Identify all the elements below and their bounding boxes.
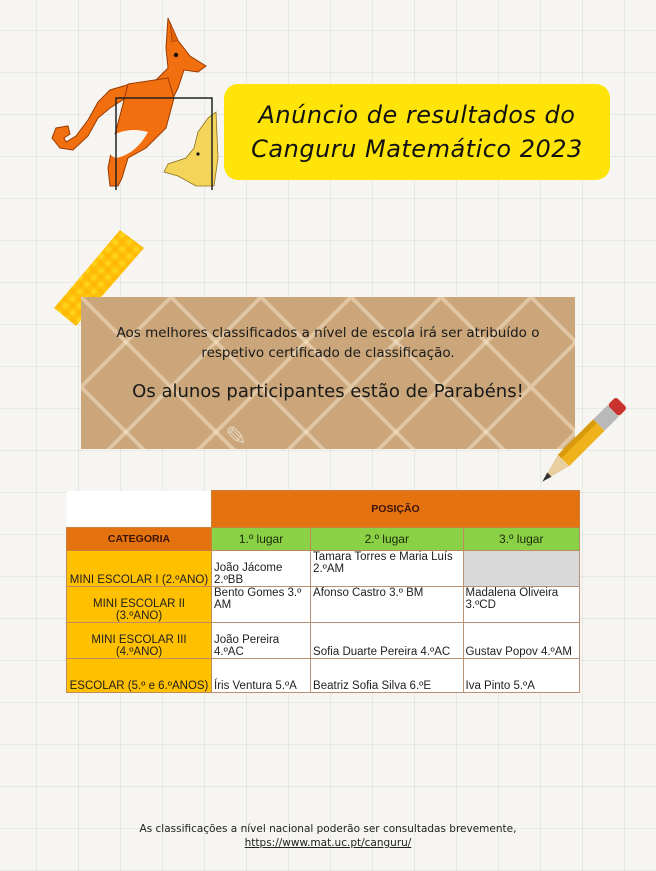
first-place-header: 1.º lugar	[212, 528, 311, 551]
third-place-cell: Madalena Oliveira 3.ºCD	[463, 587, 579, 623]
category-cell: MINI ESCOLAR I (2.ºANO)	[67, 551, 212, 587]
third-place-cell-empty	[463, 551, 579, 587]
table-row	[67, 551, 580, 587]
second-place-cell: Afonso Castro 3.º BM	[311, 587, 463, 623]
second-place-cell: Sofia Duarte Pereira 4.ºAC	[311, 623, 463, 659]
second-place-header: 2.º lugar	[311, 528, 463, 551]
third-place-cell: Iva Pinto 5.ºA	[463, 659, 579, 693]
category-header: CATEGORIA	[67, 528, 212, 551]
second-place-cell: Beatriz Sofia Silva 6.ºE	[311, 659, 463, 693]
notice-message: Aos melhores classificados a nível de escola irá ser atribuído o respetivo certificado de classificação.	[116, 325, 540, 361]
canguru-link[interactable]: https://www.mat.uc.pt/canguru/	[244, 837, 412, 849]
notice-card	[81, 297, 575, 452]
table-row	[67, 659, 580, 693]
category-cell: MINI ESCOLAR III (4.ºANO)	[67, 623, 212, 659]
third-place-header: 3.º lugar	[463, 528, 579, 551]
title-banner	[224, 84, 610, 180]
second-place-cell: Tamara Torres e Maria Luís 2.ºAM	[311, 551, 463, 587]
pencil-decoration	[518, 388, 636, 506]
table-row	[67, 623, 580, 659]
category-cell: MINI ESCOLAR II (3.ºANO)	[67, 587, 212, 623]
congrats-message: Os alunos participantes estão de Parabéns!	[132, 381, 524, 402]
results-table	[66, 490, 580, 693]
third-place-cell: Gustav Popov 4.ºAM	[463, 623, 579, 659]
first-place-cell: Bento Gomes 3.º AM	[212, 587, 311, 623]
first-place-cell: João Pereira 4.ºAC	[212, 623, 311, 659]
faded-logo-mark: ✎	[225, 422, 247, 452]
footer-text: As classificações a nível nacional poderão ser consultadas brevemente,	[139, 823, 517, 835]
blank-corner	[67, 491, 212, 528]
footer	[0, 822, 656, 850]
position-header: POSIÇÃO	[212, 491, 580, 528]
canguru-logo	[18, 8, 228, 190]
first-place-cell: Íris Ventura 5.ºA	[212, 659, 311, 693]
title-line-2: Canguru Matemático 2023	[251, 135, 583, 163]
title-line-1: Anúncio de resultados do	[258, 101, 576, 129]
first-place-cell: João Jácome 2.ºBB	[212, 551, 311, 587]
category-cell: ESCOLAR (5.º e 6.ºANOS)	[67, 659, 212, 693]
table-row	[67, 587, 580, 623]
